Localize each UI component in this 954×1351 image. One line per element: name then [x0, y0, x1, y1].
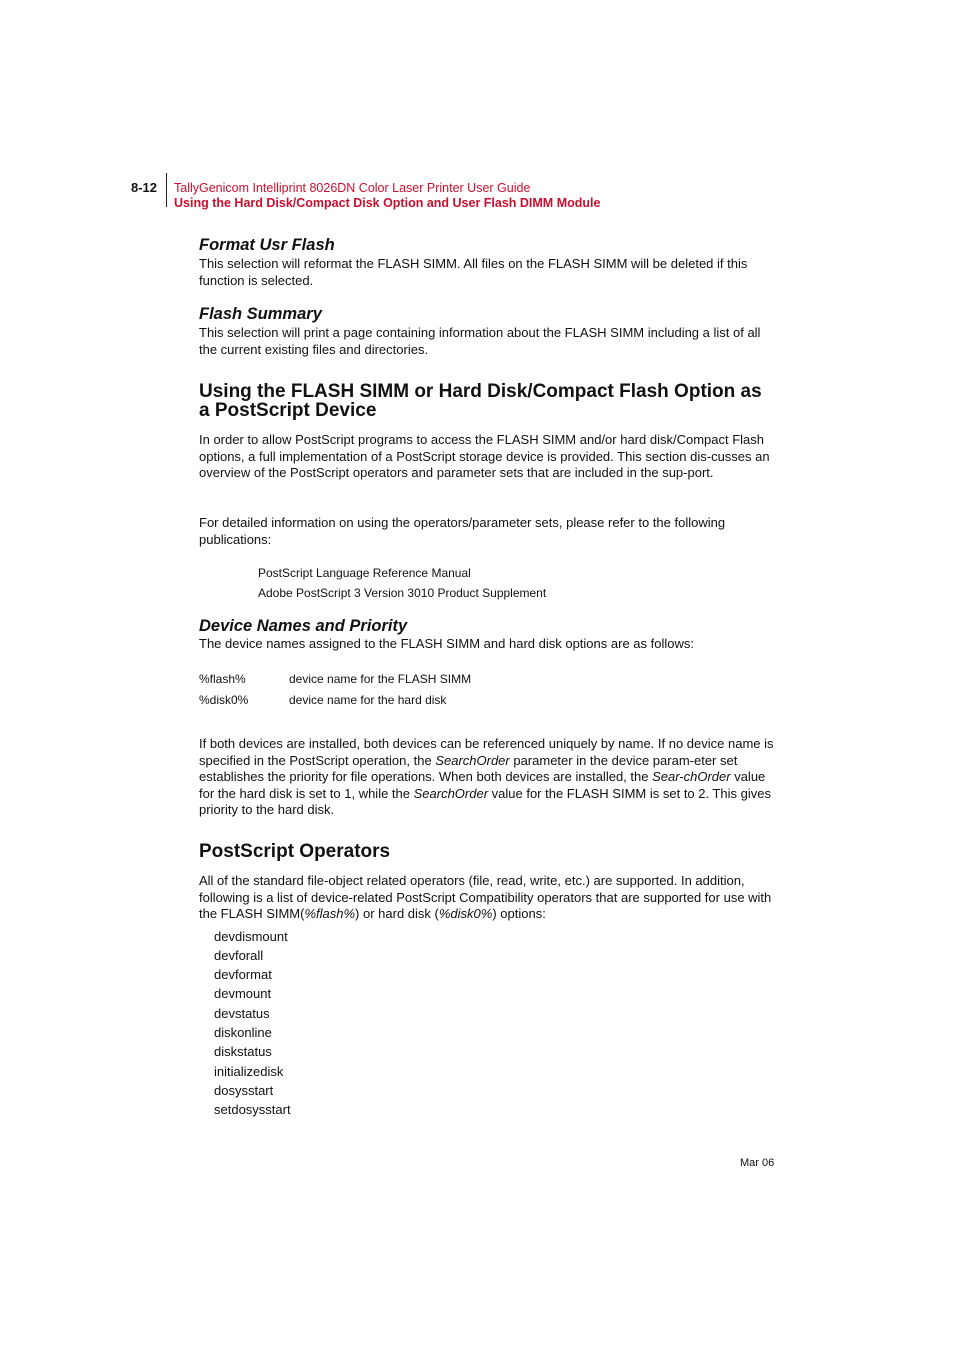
device-priority-paragraph: If both devices are installed, both devices can be referenced uniquely by name. If no device name is specified in the PostScript operation, the SearchOrder parameter in the device param-eter set establishes the priority for file operations. When both devices are installed, the Sear-chOrder value for the hard disk is set to 1, while the SearchOrder value for the FLASH SIMM is set to 2. This gives priority to the hard disk.: [199, 736, 774, 817]
device-names-heading: Device Names and Priority: [199, 617, 408, 635]
operator-item: devforall: [214, 948, 264, 963]
operator-item: diskonline: [214, 1025, 272, 1040]
page-number: 8-12: [131, 180, 158, 195]
format-usr-flash-body: This selection will reformat the FLASH SIMM. All files on the FLASH SIMM will be deleted if this function is selected.: [199, 256, 748, 288]
header-divider: [166, 173, 167, 207]
operator-item: diskstatus: [214, 1044, 272, 1059]
device-name: %flash%: [199, 672, 246, 686]
format-usr-flash-heading: Format Usr Flash: [199, 236, 335, 254]
publication-item: Adobe PostScript 3 Version 3010 Product Supplement: [258, 586, 547, 600]
postscript-device-para2: For detailed information on using the operators/parameter sets, please refer to the following publications:: [199, 515, 726, 547]
footer-date: Mar 06: [740, 1157, 775, 1169]
publication-item: PostScript Language Reference Manual: [258, 566, 471, 580]
postscript-device-heading: [199, 382, 762, 420]
operator-item: devstatus: [214, 1006, 270, 1021]
device-name: %disk0%: [199, 693, 249, 707]
operator-item: initializedisk: [214, 1064, 284, 1079]
device-description: device name for the hard disk: [289, 693, 447, 707]
flash-summary-heading: Flash Summary: [199, 305, 322, 323]
operator-item: devmount: [214, 986, 272, 1001]
device-description: device name for the FLASH SIMM: [289, 672, 472, 686]
chapter-title: Using the Hard Disk/Compact Disk Option and User Flash DIMM Module: [174, 196, 601, 210]
postscript-device-heading-line2: a PostScript Device: [199, 400, 377, 421]
operator-item: devformat: [214, 967, 272, 982]
postscript-operators-paragraph: All of the standard file-object related operators (file, read, write, etc.) are supported. In addition, following is a list of device-related PostScript Compatibility operators that are supported for use with the FLASH SIMM(%flash%) or hard disk (%disk0%) options:: [199, 873, 772, 921]
flash-summary-body: This selection will print a page containing information about the FLASH SIMM including a list of all the current existing files and directories.: [199, 325, 761, 357]
postscript-device-para1: In order to allow PostScript programs to access the FLASH SIMM and/or hard disk/Compact Flash options, a full implementation of a PostScript storage device is provided. This section dis-cusses an overview of the PostScript operators and parameter sets that are included in the sup-port.: [199, 432, 770, 480]
operator-item: dosysstart: [214, 1083, 274, 1098]
operator-item: devdismount: [214, 929, 288, 944]
postscript-operators-heading: PostScript Operators: [199, 841, 391, 862]
operator-item: setdosysstart: [214, 1102, 291, 1117]
device-names-intro: The device names assigned to the FLASH SIMM and hard disk options are as follows:: [199, 636, 694, 651]
postscript-device-heading-line1: Using the FLASH SIMM or Hard Disk/Compact Flash Option as: [199, 381, 762, 402]
guide-title: TallyGenicom Intelliprint 8026DN Color Laser Printer User Guide: [174, 181, 531, 195]
